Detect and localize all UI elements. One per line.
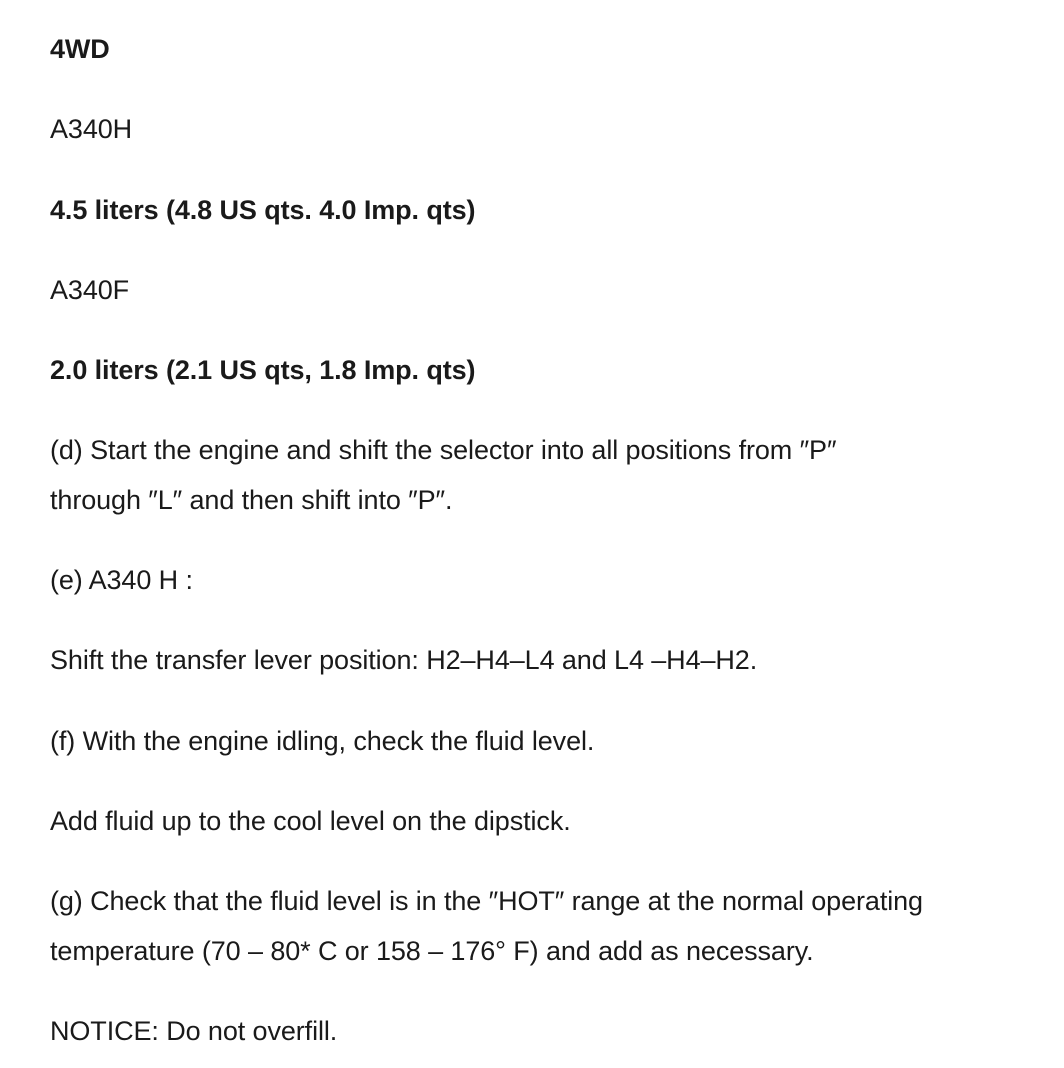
transfer-lever-instruction: Shift the transfer lever position: H2–H4–L4 and L4 –H4–H2. — [50, 645, 758, 675]
model-a340h: A340H — [50, 114, 133, 144]
capacity-a340f: 2.0 liters (2.1 US qts, 1.8 Imp. qts) — [50, 355, 476, 385]
heading-4wd: 4WD — [50, 34, 110, 64]
model-a340f: A340F — [50, 275, 130, 305]
add-fluid-instruction: Add fluid up to the cool level on the dipstick. — [50, 806, 571, 836]
step-f: (f) With the engine idling, check the fluid level. — [50, 726, 595, 756]
step-g-line-2: temperature (70 – 80* C or 158 – 176° F) and add as necessary. — [50, 936, 814, 966]
step-e: (e) A340 H : — [50, 565, 193, 595]
capacity-a340h: 4.5 liters (4.8 US qts. 4.0 Imp. qts) — [50, 195, 476, 225]
step-g-line-1: (g) Check that the fluid level is in the ″HOT″ range at the normal operating — [50, 886, 923, 916]
step-d-line-2: through ″L″ and then shift into ″P″. — [50, 485, 453, 515]
notice: NOTICE: Do not overfill. — [50, 1016, 338, 1046]
step-d-line-1: (d) Start the engine and shift the selector into all positions from ″P″ — [50, 435, 837, 465]
